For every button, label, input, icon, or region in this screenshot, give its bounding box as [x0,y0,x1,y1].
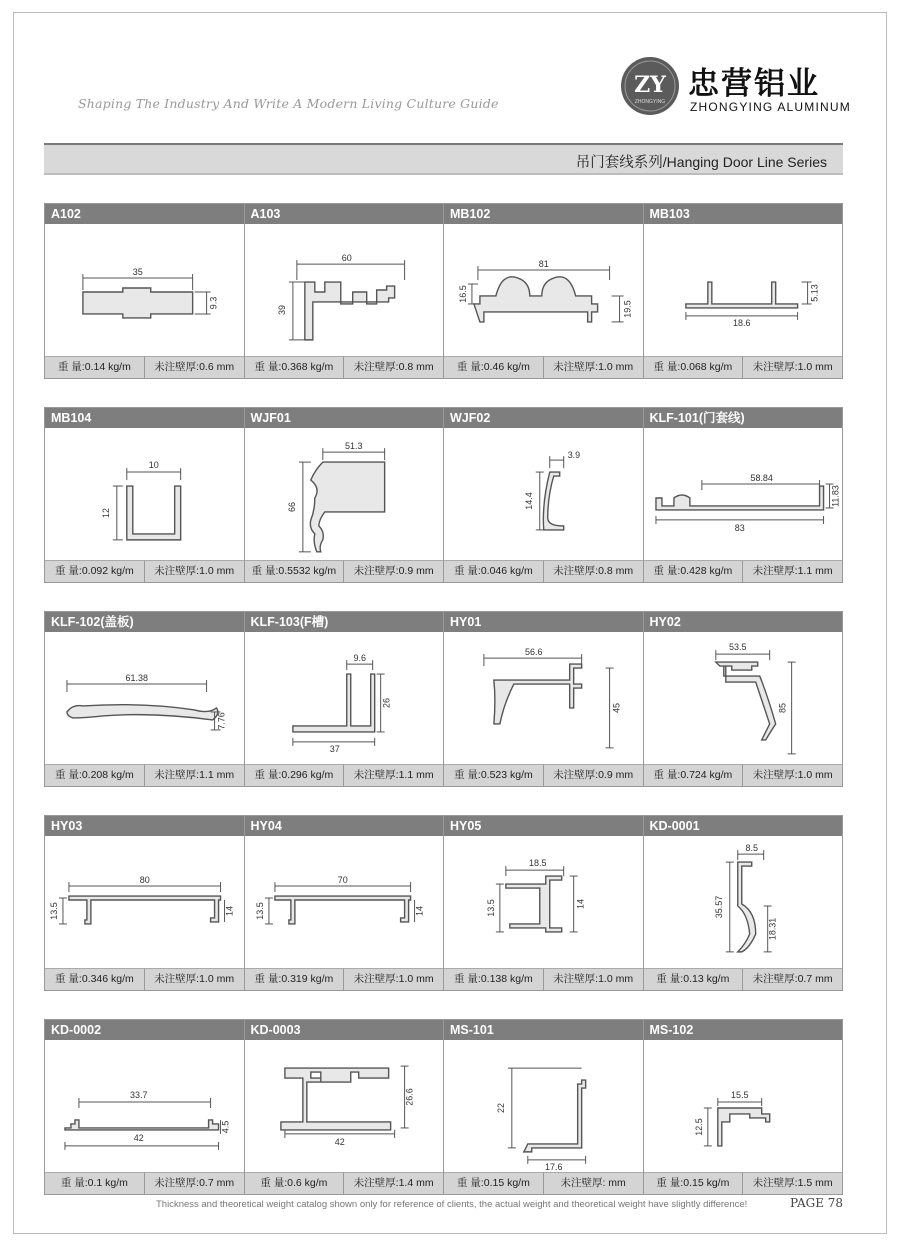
dimension-label: 14 [575,899,586,909]
profile-drawing [245,836,444,969]
dimension-label: 10 [148,460,159,471]
product-code: HY03 [45,816,244,836]
profile-drawing [444,632,643,765]
wall-thickness-value: 未注壁厚:0.8 mm [353,361,434,373]
dimension-label: 13.5 [485,899,496,917]
wall-thickness-value: 未注壁厚:0.7 mm [154,1177,235,1189]
dimension-label: 81 [538,259,549,270]
product-card [245,816,445,990]
weight-value: 重 量:0.5532 kg/m [245,561,345,582]
dimension-label: 33.7 [130,1090,148,1101]
weight-value: 重 量:0.092 kg/m [45,561,145,582]
series-title [576,151,827,172]
brand-name-en: ZHONGYING ALUMINUM [690,100,851,114]
product-card [45,816,245,990]
dimension-label: 17.6 [544,1161,563,1172]
dimension-label: 18.6 [732,317,750,328]
wall-thickness-value: 未注壁厚:0.6 mm [154,361,235,373]
product-code: A102 [45,204,244,224]
spec-bar [444,356,643,378]
weight-value: 重 量:0.319 kg/m [245,969,345,990]
product-code: MB102 [444,204,643,224]
weight-value: 重 量:0.346 kg/m [45,969,145,990]
weight-value: 重 量:0.296 kg/m [245,765,345,786]
weight-value: 重 量:0.208 kg/m [45,765,145,786]
dimension-label: 12 [100,507,111,518]
dimension-label: 12.5 [693,1118,704,1136]
product-code: MB103 [644,204,843,224]
weight-value: 重 量:0.46 kg/m [444,357,544,378]
product-card [45,204,245,378]
series-title-bar [44,143,843,175]
spec-bar [45,560,244,582]
wall-thickness-value: 未注壁厚:0.8 mm [553,565,634,577]
profile-drawing [45,1040,244,1173]
brand-logo [620,56,680,116]
profile-drawing [644,632,843,765]
dimension-label: 35.57 [713,895,724,919]
wall-thickness-value: 未注壁厚:1.1 mm [154,769,235,781]
product-code: HY04 [245,816,444,836]
product-card [45,1020,245,1194]
dimension-label: 11.83 [830,485,841,507]
dimension-label: 19.5 [622,300,633,318]
product-code: A103 [245,204,444,224]
product-code: MS-102 [644,1020,843,1040]
wall-thickness-value: 未注壁厚:1.0 mm [553,361,634,373]
weight-value: 重 量:0.046 kg/m [444,561,544,582]
spec-bar [245,356,444,378]
spec-bar [245,1172,444,1194]
weight-value: 重 量:0.13 kg/m [644,969,744,990]
product-row [44,407,843,583]
product-row [44,611,843,787]
dimension-label: 3.9 [567,450,581,461]
spec-bar [45,1172,244,1194]
spec-bar [444,968,643,990]
wall-thickness-value: 未注壁厚:1.0 mm [752,361,833,373]
profile-drawing [444,1040,643,1173]
weight-value: 重 量:0.368 kg/m [245,357,345,378]
profile-drawing [644,428,843,561]
dimension-label: 9.6 [352,653,366,664]
product-card [245,612,445,786]
dimension-label: 18.5 [529,858,547,869]
dimension-label: 14 [224,905,235,916]
product-row [44,203,843,379]
product-card [444,408,644,582]
product-card [444,204,644,378]
spec-bar [444,1172,643,1194]
svg-text:ZHONGYING: ZHONGYING [634,99,666,105]
weight-value: 重 量:0.068 kg/m [644,357,744,378]
spec-bar [644,764,843,786]
weight-value: 重 量:0.15 kg/m [644,1173,744,1194]
product-card [644,1020,843,1194]
dimension-label: 14.4 [523,492,534,510]
product-code: KD-0001 [644,816,843,836]
product-code: WJF01 [245,408,444,428]
weight-value: 重 量:0.6 kg/m [245,1173,345,1194]
spec-bar [45,968,244,990]
dimension-label: 35 [132,267,143,278]
profile-drawing [45,428,244,561]
spec-bar [444,560,643,582]
dimension-label: 53.5 [728,642,746,653]
weight-value: 重 量:0.523 kg/m [444,765,544,786]
product-row [44,815,843,991]
profile-drawing [45,632,244,765]
product-code: MB104 [45,408,244,428]
profile-drawing [444,836,643,969]
wall-thickness-value: 未注壁厚:1.0 mm [353,973,434,985]
dimension-label: 8.5 [744,843,758,854]
spec-bar [45,356,244,378]
dimension-label: 13.5 [48,902,59,920]
product-code: HY02 [644,612,843,632]
spec-bar [45,764,244,786]
product-card [45,612,245,786]
product-card [644,204,843,378]
product-card [644,612,843,786]
profile-drawing [245,1040,444,1173]
brand-name-cn: 忠营铝业 [688,66,820,102]
profile-drawing [644,836,843,969]
dimension-label: 83 [734,522,745,533]
wall-thickness-value: 未注壁厚:0.9 mm [353,565,434,577]
product-code: KD-0002 [45,1020,244,1040]
wall-thickness-value: 未注壁厚:1.4 mm [353,1177,434,1189]
wall-thickness-value: 未注壁厚:1.5 mm [752,1177,833,1189]
product-card [444,816,644,990]
dimension-label: 16.5 [457,285,468,303]
dimension-label: 37 [329,743,340,754]
product-card [644,816,843,990]
slogan: Shaping The Industry And Write A Modern Living Culture Guide [78,96,499,111]
spec-bar [245,764,444,786]
product-code: HY05 [444,816,643,836]
dimension-label: 61.38 [125,673,148,684]
dimension-label: 26 [381,697,392,708]
profile-drawing [45,224,244,357]
product-code: HY01 [444,612,643,632]
product-card [245,1020,445,1194]
dimension-label: 39 [276,304,287,315]
dimension-label: 85 [777,702,788,713]
dimension-label: 7.76 [216,712,227,730]
wall-thickness-value: 未注壁厚:1.1 mm [353,769,434,781]
dimension-label: 4.5 [220,1120,231,1134]
wall-thickness-value: 未注壁厚:1.0 mm [752,769,833,781]
product-code: KLF-103(F槽) [245,612,444,632]
wall-thickness-value: 未注壁厚:0.7 mm [752,973,833,985]
weight-value: 重 量:0.724 kg/m [644,765,744,786]
profile-drawing [245,428,444,561]
wall-thickness-value: 未注壁厚:0.9 mm [553,769,634,781]
dimension-label: 26.6 [404,1088,415,1106]
dimension-label: 9.3 [208,296,219,310]
svg-text:ZY: ZY [634,72,666,98]
dimension-label: 45 [611,702,622,713]
profile-drawing [245,224,444,357]
spec-bar [644,356,843,378]
disclaimer-note: Thickness and theoretical weight catalog shown only for reference of clients, the actual weight and theoretical weight have slightly difference! [156,1199,748,1210]
product-card [45,408,245,582]
dimension-label: 18.31 [767,917,778,941]
profile-drawing [45,836,244,969]
dimension-label: 5.13 [809,284,820,302]
product-code: WJF02 [444,408,643,428]
product-card [245,408,445,582]
wall-thickness-value: 未注壁厚:1.0 mm [154,973,235,985]
product-row [44,1019,843,1195]
product-card [444,1020,644,1194]
profile-drawing [444,224,643,357]
profile-drawing [644,1040,843,1173]
dimension-label: 80 [139,875,150,886]
dimension-label: 51.3 [344,441,362,452]
dimension-label: 58.84 [749,473,773,484]
weight-value: 重 量:0.15 kg/m [444,1173,544,1194]
dimension-label: 14 [414,905,425,916]
spec-bar [644,1172,843,1194]
spec-bar [644,560,843,582]
dimension-label: 66 [286,501,297,512]
wall-thickness-value: 未注壁厚:1.0 mm [553,973,634,985]
product-code: KLF-102(盖板) [45,612,244,632]
spec-bar [644,968,843,990]
dimension-label: 70 [337,875,348,886]
profile-drawing [644,224,843,357]
dimension-label: 42 [334,1136,345,1147]
series-title-cn: 吊门套线系列 [575,155,663,171]
page-number: PAGE 78 [790,1196,844,1210]
product-card [245,204,445,378]
dimension-label: 15.5 [730,1090,748,1101]
dimension-label: 22 [495,1103,506,1113]
weight-value: 重 量:0.14 kg/m [45,357,145,378]
dimension-label: 60 [341,253,352,264]
wall-thickness-value: 未注壁厚:1.1 mm [752,565,833,577]
spec-bar [444,764,643,786]
profile-drawing [444,428,643,561]
wall-thickness-value: 未注壁厚:1.0 mm [154,565,235,577]
profile-drawing [245,632,444,765]
spec-bar [245,560,444,582]
weight-value: 重 量:0.138 kg/m [444,969,544,990]
spec-bar [245,968,444,990]
product-card [444,612,644,786]
wall-thickness-value: 未注壁厚: mm [560,1177,626,1189]
product-card [644,408,843,582]
product-code: KD-0003 [245,1020,444,1040]
product-code: MS-101 [444,1020,643,1040]
weight-value: 重 量:0.428 kg/m [644,561,744,582]
product-code: KLF-101(门套线) [644,408,843,428]
weight-value: 重 量:0.1 kg/m [45,1173,145,1194]
series-title-en: /Hanging Door Line Series [662,154,827,170]
dimension-label: 13.5 [254,902,265,920]
dimension-label: 56.6 [525,647,543,658]
dimension-label: 42 [133,1132,144,1143]
